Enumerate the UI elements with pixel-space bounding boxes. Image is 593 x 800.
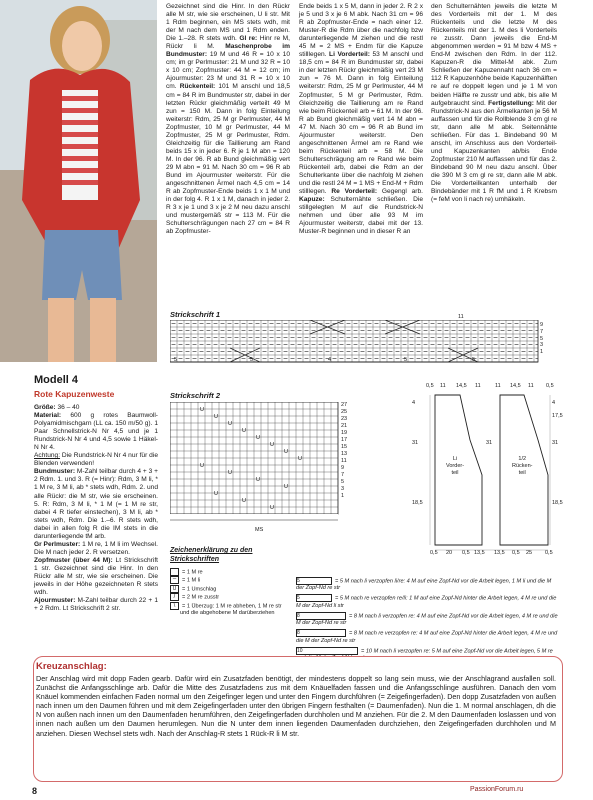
text-column-3	[431, 3, 557, 204]
schema-dim: 14,5	[456, 383, 467, 389]
legend-text: = 1 M re	[182, 569, 203, 576]
schema-dim: 31	[412, 440, 419, 446]
s1-row: 1	[540, 349, 544, 356]
s1-bottom-num: 5	[472, 357, 476, 363]
legend-item	[170, 568, 290, 576]
schema-dim: 20	[446, 550, 453, 556]
s1-row: 7	[540, 328, 544, 335]
knit-symbol-icon	[170, 568, 179, 576]
yarn-over-icon: U	[170, 585, 179, 593]
re-vorderteil-label: Re Vorderteil:	[331, 188, 378, 196]
svg-text:U: U	[298, 456, 302, 462]
cable-symbol-icon	[296, 629, 346, 637]
schema-dim: 13,5	[474, 550, 485, 556]
groesse-value: 36 – 40	[55, 404, 80, 411]
svg-text:U: U	[228, 470, 232, 476]
text-column-1	[166, 3, 290, 236]
groesse-label: Größe:	[34, 404, 56, 411]
s1-bottom-num: 5	[404, 357, 408, 363]
svg-text:U: U	[214, 491, 218, 497]
svg-text:U: U	[242, 428, 246, 434]
cable-num: 5	[297, 595, 300, 602]
schema-dim: 11	[495, 383, 501, 389]
s2-row: 15	[341, 444, 348, 450]
watermark-footer: PassionForum.ru	[470, 786, 524, 793]
svg-text:U: U	[200, 407, 204, 413]
legend-cable-text: = 8 M nach re verzopfen re: 4 M auf eine Zopf-Nd hinter die Arbeit legen, 4 M re und die M der Zopf-Nd re str	[296, 630, 558, 644]
svg-text:U: U	[242, 498, 246, 504]
svg-text:U: U	[270, 505, 274, 511]
svg-text:U: U	[214, 414, 218, 420]
legend-item	[170, 593, 290, 601]
schema-dim: 11	[440, 383, 446, 389]
s2-row: 17	[341, 437, 348, 443]
s2-row: 19	[341, 430, 348, 436]
svg-text:U: U	[256, 435, 260, 441]
perl-label: Gr Perlmuster:	[34, 540, 81, 548]
legend-text: = 1 Umschlag	[182, 586, 217, 593]
fertigstellung-text: Mit der Rundstrick-N aus den Ärmelkanten je 56 M auffassen und für die Rollblende 3 cm gl re str, dann alle M abk. Seitennähte schließen. Für das 1. Bindeband 90 M anschl, im Anschluss aus den Vorderteil- und Kapuzenkanten ab/bis Ende Zopfmuster 210 M auffassen und für das 2. Bindeband 90 M neu dazu anschl. Über die 390 M 3 cm gl re str, dann alle M abk. Die Vorderteilkanten unterhalb der Bindebänder mit 1 R fM und 1 R Krebsm (= feM von li nach re) umhäkeln.	[431, 99, 557, 204]
s2-row: 7	[341, 472, 345, 478]
cable-symbol-icon	[296, 577, 332, 585]
svg-text:U: U	[228, 421, 232, 427]
maschen-label: Maschenprobe im Bundmuster:	[166, 43, 291, 59]
fertigstellung-label: Fertigstellung:	[488, 99, 534, 107]
svg-text:U: U	[284, 484, 288, 490]
strickschrift-2-title: Strickschrift 2	[170, 391, 221, 400]
photo-illustration	[0, 0, 157, 362]
svg-text:U: U	[284, 449, 288, 455]
s2-row: 25	[341, 409, 348, 415]
cable-num: 5	[297, 578, 300, 584]
gl-label: Gl re:	[239, 35, 258, 43]
bund-label: Bundmuster:	[34, 468, 76, 476]
col3-text: den Schulternähten jeweils die letzte M des Vorderteils mit der 1. M des Rückenteils und die letzte M des Rückenteils mit der 1. M des li Vorderteils re zusstr. Dann jeweils die End-M abgenommen werden = 91 M bzw 4 MS + End-M zwischen den Rdm. In der 112. Kapuzen-R die Mittel-M abk. Zum Schließen der Kapuzennaht nach 36 cm = 112 R Kapuzenhöhe beide Kapuzenhälften re auf re doppelt legen und je 1 M von beiden Hälfte re zusstr und abk, bis alle M aufgebraucht sind.	[431, 3, 557, 107]
legend-cable	[296, 577, 560, 592]
schema-dim: 0,5	[430, 550, 438, 556]
legend-cable-text: = 5 M nach re verzopfen re/li: 1 M auf eine Zopf-Nd hinter die Arbeit legen, 4 M re und die M der Zopf-Nd li str	[296, 595, 557, 609]
s1-bottom-num: 4	[328, 357, 332, 363]
s2-row: 23	[341, 416, 348, 422]
s1-row: 5	[540, 335, 544, 342]
kapuze-text: Schulternähte schließen. Die stillgelegten M auf die Rundstrick-N nehmen und über alle 93 M im Ajourmuster weiterstr, dabei mit der 13. Muster-R beginnen und in dieser R an	[299, 196, 423, 236]
s2-row: 9	[341, 465, 345, 471]
schema-label: teil	[518, 470, 526, 476]
perl-text: 1 M re, 1 M li im Wechsel. Die M nach jeder 2. R versetzen.	[34, 540, 158, 556]
page-number: 8	[32, 786, 38, 796]
legend-cable-text: = 10 M nach li verzopfen re: 5 M auf eine Zopf-Nd vor die Arbeit legen, 5 M re	[361, 648, 553, 655]
k2tog-icon: /	[170, 593, 179, 601]
legend-title: Zeichenerklärung zu den Strickschriften	[170, 547, 253, 563]
strickschrift-1-grid	[170, 320, 560, 366]
achtung-text: Die Rundstrick-N Nr 4 nur für die Blenden verwenden!	[34, 452, 158, 468]
svg-text:U: U	[256, 477, 260, 483]
schema-dim: 0,5	[426, 383, 434, 389]
s1-row-numbers	[540, 322, 543, 356]
schema-dim: 4	[552, 400, 556, 406]
legend-cable	[296, 629, 560, 644]
s1-bottom-num: 5	[174, 357, 178, 363]
s1-row-top: 11	[458, 314, 464, 320]
legend-cable-text: = 8 M nach li verzopfen re: 4 M auf eine Zopf-Nd vor die Arbeit legen, 4 M re und die M der Zopf-Nd re str	[296, 613, 558, 627]
strickschrift-2-grid	[170, 402, 340, 527]
kreuzanschlag-heading: Kreuzanschlag:	[36, 661, 107, 672]
legend-text: = 1 Überzug: 1 M re abheben, 1 M re str und die abgehobene M darüberziehen	[180, 603, 282, 617]
schema-dim: 13,5	[494, 550, 505, 556]
garment-schema	[420, 380, 570, 560]
legend-cables	[296, 577, 560, 662]
schema-dim: 18,5	[412, 500, 423, 506]
col2-text: Ende beids 1 x 5 M, dann in jeder 2. R 2 x je 5 und 3 x je 6 M abk. Nach 31 cm = 96 R ab Zopfmuster-Ende = nach einer 12. Muster-R die Rdm über die nachfolg bzw darunterliegende M ziehen und die restl 45 M = 2 MS + Endm für die Kapuze stilllegen.	[299, 3, 423, 59]
legend-basic	[170, 568, 290, 617]
schema-dim: 14,5	[510, 383, 521, 389]
cable-symbol-icon	[296, 612, 346, 620]
schema-dim: 0,5	[545, 550, 553, 556]
s2-row: 13	[341, 451, 348, 457]
svg-text:U: U	[200, 463, 204, 469]
schema-dim: 0,5	[546, 383, 554, 389]
s1-row: 3	[540, 342, 544, 349]
li-vorderteil-label: Li Vorderteil:	[329, 51, 370, 59]
ajour-label: Ajourmuster:	[34, 597, 76, 605]
bund-text: M-Zahl teilbar durch 4 + 3 + 2 Rdm. 1. und 3. R (= Hinr): Rdm, 3 M li, * 1 M re, 3 M li, ab * stets wdh, Rdm. 2. und alle Rückr: die M str, wie sie erscheinen. 5. R: Rdm, 3 M li, * 1 M (= 1 M re str, dabei 4 R tiefer einstechen), 3 M li, ab * stets wdh, Rdm. Die 1.–6. R stets wdh, dabei in allen folg R die IM stets in die darunterliegende tM arb.	[34, 468, 158, 540]
ruecken-text: 101 M anschl und 18,5 cm = 84 R im Bundmuster str, dabei in der letzten Rückr gleichmäßig verteilt 49 M zun = 150 M. Dann in folg Einteilung weiterstr: Rdm, 25 M gr Perlmuster, 44 M Zopfmuster, 10 M gr Perlmuster, 44 M Zopfmuster, 25 M gr Perlmuster, Rdm. Gleichzeitig für die Taillierung am Rand beids 15 x in jeder 6. R je 1 M abn = 120 M. In der 96. R ab Bund gleichmäßig vert 29 M abn = 91 M. Nach 30 cm = 96 R ab Bund im Ajourmuster weiterstr. Für die angeschnittenen Ärmel nach 4,5 cm = 14 R ab Zopfmuster-Ende beids 1 x 1 M und in der folg 4. R 1 x 1 M, danach in jeder 2. R 3 x je 1 und 3 x je 2 M neu dazu anschl und mustergemäß str = 113 M. Für die Schulterschrägungen nach 27 cm = 84 R ab Zopfmuster-	[166, 83, 290, 236]
zopf-label: Zopfmuster (über 44 M):	[34, 556, 113, 564]
schema-label: teil	[451, 470, 459, 476]
re-vorderteil-text: Gegengl arb.	[377, 188, 423, 196]
cable-symbol-icon	[296, 594, 332, 602]
zopf-text: Lt Strickschrift 1 str. Gezeichnet sind die Hinr. In den Rückr alle M str, wie sie erscheinen. Die jeweils in der Höhe gezeichneten R stets wdh.	[34, 556, 159, 597]
schema-dim: 4	[412, 400, 416, 406]
kreuzanschlag-text: Der Anschlag wird mit dopp Faden gearb. Dafür wird ein Zusatzfaden benötigt, der mindestens doppelt so lang sein muss, wie der Anschlagrand ausfallen soll. Zunächst die Anfangsschlinge arb. Dafür die Mitte des Zusatzfadens zus mit dem Knäuelfaden fassen und die Anfangsschlinge ausführen. Danach den vom Knäuel kommenden einfachen Faden normal um den Zeigefinger legen und unter den Fingern durchführen (= Zeigefingerfaden). Den dopp Zusatzfaden von außen nach innen um den Daumen führen und mit dem Zeigefingerfaden unter den übrigen Fingern festhalten (= Daumenfaden). Nun die 1. M normal anschlagen, dh die N von außen nach innen um den Daumenfaden herumführen, den Zeigefingerfaden durchholen und M anziehen. Für die 2. M den Daumenfaden loslassen und von innen nach außen um den Daumen herumlegen. Nun die N unter dem innen liegenden Daumenfaden durchziehen, den Zeigefingerfaden durchholen und M anziehen. Diesen Wechsel stets wdh. Nach der Anschlag-R stets 1 Rück-R li M str.	[36, 674, 556, 738]
intro-text: Gezeichnet sind die Hinr. In den Rückr alle M str, wie sie erscheinen, U li str. Mit 1 Rdm beginnen, ein MS stets wdh, mit der M nach dem MS und 1 Rdm enden. Die 1.–28. R stets wdh.	[166, 3, 290, 43]
schema-dim: 11	[528, 383, 534, 389]
ruecken-label: Rückenteil:	[179, 83, 216, 91]
strickschrift-1-title: Strickschrift 1	[170, 310, 221, 319]
purl-symbol-icon: –	[170, 576, 179, 584]
legend-cable-text: = 5 M nach li verzopfen li/re: 4 M auf eine Zopf-Nd vor die Arbeit legen, 1 M li und die M der Zopf-Nd re str	[296, 578, 552, 592]
s2-row: 11	[341, 458, 347, 464]
schema-dim: 31	[486, 440, 493, 446]
legend-cable	[296, 594, 560, 609]
material-text: 600 g rotes Baumwoll-Polyamidmischgarn (LL ca. 150 m/50 g). 1 Paar Schnellstrick-N Nr 4,5 und je 1 Rundstrick-N Nr 4 und 4,5 sowie 1 Häkel-N Nr 4.	[34, 412, 158, 452]
ajour-text: M-Zahl teilbar durch 22 + 1 + 2 Rdm. Lt Strickschrift 2 str.	[34, 597, 158, 613]
cable-num: 10	[297, 647, 303, 654]
schema-dim: 11	[475, 383, 481, 389]
schema-dim: 31	[552, 440, 559, 446]
li-vorderteil-text: 53 M anschl und 18,5 cm = 84 R im Bundmuster str, dabei in der letzten Rückr gleichmäßig vert 23 M zun = 76 M. Dann in folg Einteilung weiterstr: Rdm, 25 M gr Perlmuster, 44 M Zopfmuster, 5 M gr Perlmuster, Rdm. Gleichzeitig die Taillierung am re Rand wie beim Rückenteil arb = 61 M. In der 96. R ab Bund gleichmäßig vert 14 M abn = 47 M. Nach 30 cm = 96 R ab Bund im Ajourmuster weiterstr. Den angeschnittenen Ärmel am re Rand wie beim Rückenteil arb = 58 M. Die Schulterschrägung am re Rand wie beim Rückenteil arb, dabei die Rdm an der Schulterkante über die nachfolg M ziehen und die restl 24 M = 1 MS + End-M + Rdm stilllegen.	[299, 51, 423, 196]
schema-dim: 17,5	[552, 413, 563, 419]
maschen-text: 19 M und 46 R = 10 x 10 cm; im gr Perlmuster: 21 M und 32 R = 10 x 10 cm; Zopfmuster: 44 M = 12 cm; im Ajourmuster: 23 M und 31 R = 10 x 10 cm.	[166, 51, 290, 91]
legend-item	[170, 585, 290, 593]
schema-dim: 0,5	[462, 550, 470, 556]
cable-num: 8	[297, 630, 300, 637]
schema-label: Rücken-	[512, 463, 533, 469]
gl-text: Hinr re M, Rückr li M.	[166, 35, 290, 51]
s2-row: 1	[341, 493, 345, 499]
svg-text:U: U	[270, 442, 274, 448]
schema-label: Li	[452, 456, 458, 462]
legend-item	[170, 602, 290, 617]
legend-text: = 2 M re zusstr	[182, 594, 220, 601]
legend-text: = 1 M li	[182, 577, 201, 584]
legend-cable	[296, 612, 560, 627]
s1-row: 9	[540, 322, 544, 328]
achtung-label: Achtung:	[34, 452, 61, 460]
schema-label-left	[446, 456, 464, 477]
s2-row: 5	[341, 479, 345, 485]
model-photo	[0, 0, 157, 362]
schema-label: 1/2	[518, 456, 527, 462]
schema-label: Vorder-	[446, 463, 465, 469]
modell-instructions	[34, 404, 158, 613]
legend-item	[170, 576, 290, 584]
schema-dim: 18,5	[552, 500, 563, 506]
s2-row: 3	[341, 486, 345, 492]
schema-dim: 0,5	[512, 550, 520, 556]
text-column-2	[299, 3, 423, 236]
schema-label-right	[512, 456, 532, 477]
s2-row: 27	[341, 402, 348, 408]
cable-num: 8	[297, 612, 300, 619]
s2-row-numbers	[341, 402, 347, 500]
s2-row: 21	[341, 423, 348, 429]
kapuze-label: Kapuze:	[299, 196, 325, 204]
ms-label: MS	[255, 527, 264, 533]
cable-symbol-icon	[296, 647, 358, 655]
schema-dim: 25	[526, 550, 533, 556]
s1-bottom-num: 5	[250, 357, 254, 363]
skp-icon: \	[170, 602, 179, 610]
material-label: Material:	[34, 412, 62, 420]
modell-title: Modell 4	[34, 374, 79, 386]
modell-subtitle: Rote Kapuzenweste	[34, 389, 115, 399]
